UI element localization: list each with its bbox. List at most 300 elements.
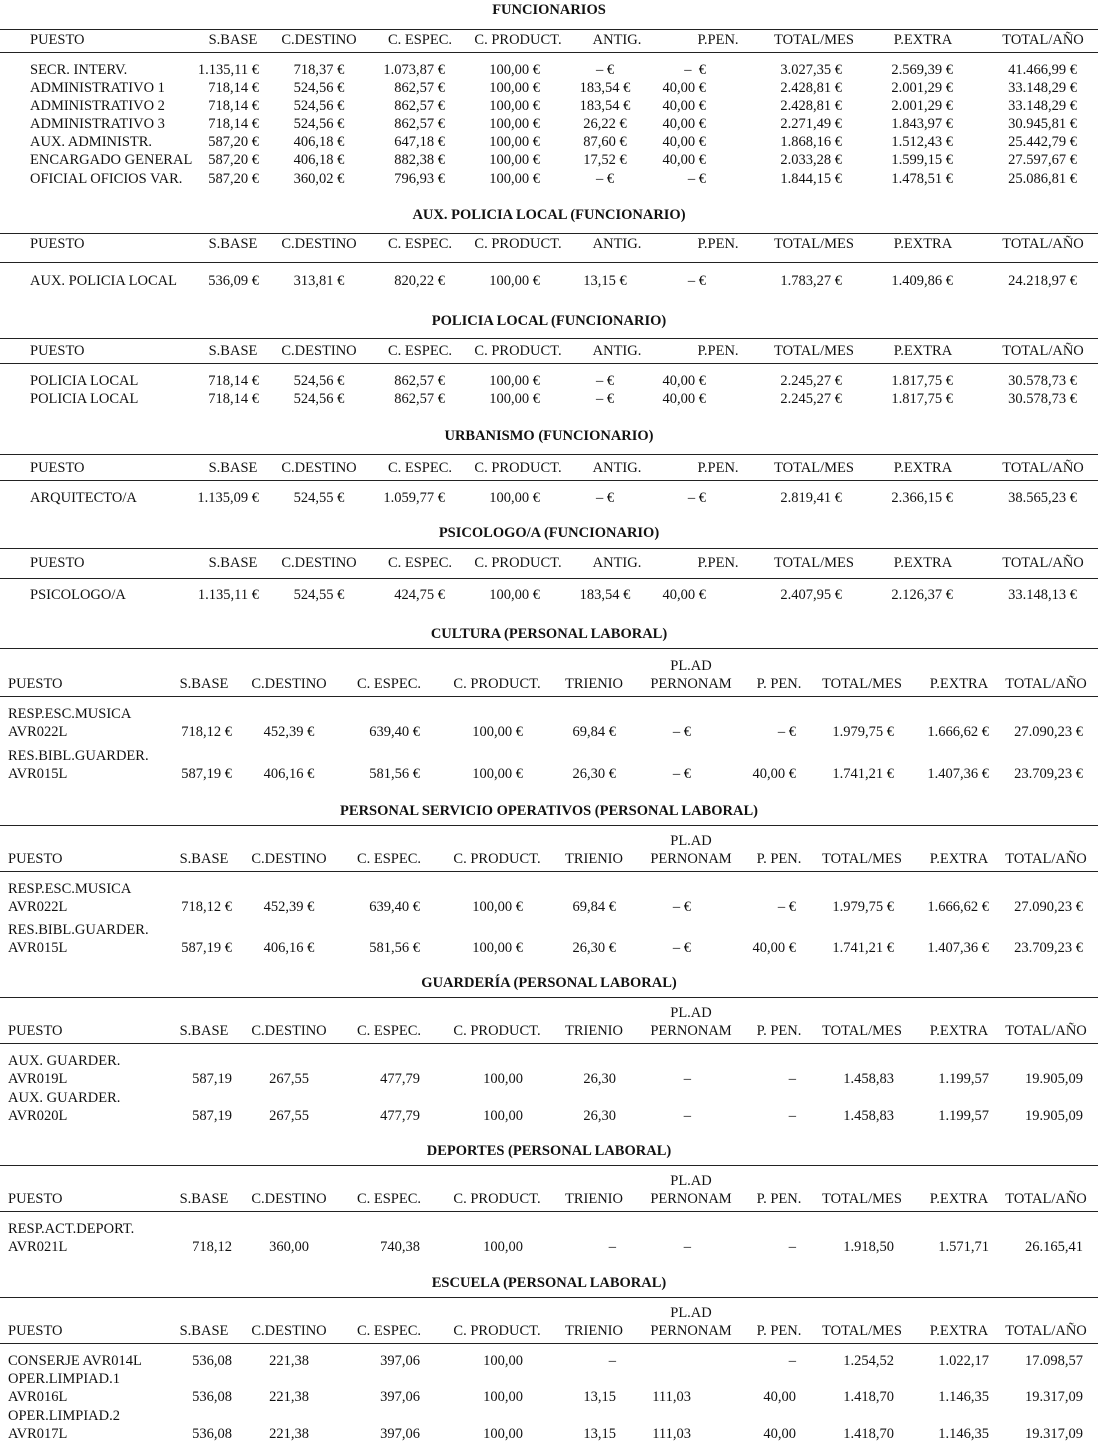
table-cell: 2.001,29 € [891, 80, 953, 96]
table-cell: 397,06 [380, 1389, 420, 1405]
table-cell: 100,00 € [489, 152, 540, 168]
column-header: P.EXTRA [929, 676, 989, 692]
column-header: C. ESPEC. [387, 32, 453, 48]
row-label: PSICOLOGO/A [30, 587, 126, 603]
row-label: ADMINISTRATIVO 2 [30, 98, 165, 114]
table-cell: 1.059,77 € [383, 490, 445, 506]
table-cell: – € [687, 273, 706, 289]
table-cell: 100,00 [483, 1239, 523, 1255]
column-header: TRIENIO [565, 1323, 623, 1339]
table-cell: 40,00 € [752, 940, 796, 956]
column-header: TOTAL/MES [774, 236, 854, 252]
table-cell: 1.741,21 € [832, 940, 894, 956]
row-label: SECR. INTERV. [30, 62, 128, 78]
column-header: TOTAL/MES [774, 32, 854, 48]
table-cell: 718,14 € [208, 98, 259, 114]
header-bottom-rule [0, 480, 1098, 481]
column-header: ANTIG. [592, 32, 642, 48]
column-header: TOTAL/MES [774, 343, 854, 359]
table-cell: 718,12 [192, 1239, 232, 1255]
table-cell: 1.478,51 € [891, 171, 953, 187]
table-cell: 820,22 € [394, 273, 445, 289]
column-header: TOTAL/MES [774, 460, 854, 476]
column-header: C. ESPEC. [387, 343, 453, 359]
table-cell: 524,55 € [293, 587, 345, 603]
column-header: C. PRODUCT. [474, 555, 562, 571]
table-cell: 100,00 € [489, 587, 540, 603]
section-title-urbanismo-funcionario: URBANISMO (FUNCIONARIO) [444, 428, 654, 444]
table-cell: 718,14 € [208, 391, 259, 407]
table-cell: – € [777, 724, 796, 740]
table-cell: 524,56 € [293, 80, 345, 96]
table-cell: 587,20 € [208, 152, 259, 168]
row-label: RES.BIBL.GUARDER. AVR015L [8, 748, 149, 782]
table-cell: 100,00 € [472, 766, 523, 782]
table-cell: 718,14 € [208, 373, 259, 389]
table-cell: – € [595, 490, 615, 506]
table-cell: 19.905,09 [1025, 1071, 1083, 1087]
table-cell: 1.135,09 € [197, 490, 259, 506]
column-header: P. PEN. [756, 1323, 802, 1339]
table-cell: 1.135,11 € [197, 587, 259, 603]
table-cell: – € [595, 391, 615, 407]
table-cell: 397,06 [380, 1353, 420, 1369]
table-cell: – € [595, 62, 615, 78]
table-cell: 87,60 € [583, 134, 627, 150]
column-header: C. PRODUCT. [453, 1023, 541, 1039]
column-header: PUESTO [8, 1191, 63, 1207]
row-label: CONSERJE AVR014L [8, 1353, 142, 1369]
table-cell: – € [777, 899, 796, 915]
column-header: PL.AD PERNONAM [650, 1173, 732, 1207]
row-label: OPER.LIMPIAD.1 AVR016L [8, 1371, 120, 1405]
column-header: P.PEN. [697, 236, 739, 252]
table-cell: 100,00 € [489, 391, 540, 407]
column-header: TOTAL/MES [774, 555, 854, 571]
column-header: TOTAL/AÑO [1002, 460, 1084, 476]
column-header: C.DESTINO [251, 1023, 327, 1039]
table-cell: 1.407,36 € [927, 766, 989, 782]
table-cell: 100,00 € [489, 490, 540, 506]
section-title-policia-local-funcionario: POLICIA LOCAL (FUNCIONARIO) [431, 313, 667, 329]
column-header: C. PRODUCT. [474, 32, 562, 48]
table-cell: 23.709,23 € [1014, 940, 1083, 956]
column-header: PL.AD PERNONAM [650, 658, 732, 692]
table-cell: – [608, 1353, 616, 1369]
table-cell: 1.199,57 [938, 1108, 989, 1124]
table-cell: 111,03 [652, 1426, 691, 1442]
header-bottom-rule [0, 1043, 1098, 1044]
table-cell: 1.741,21 € [832, 766, 894, 782]
table-cell: 100,00 € [489, 373, 540, 389]
table-cell: 69,84 € [572, 899, 616, 915]
table-cell: 24.218,97 € [1008, 273, 1077, 289]
table-cell: 718,14 € [208, 80, 259, 96]
column-header: TOTAL/AÑO [1005, 851, 1087, 867]
table-cell: 740,38 [380, 1239, 420, 1255]
table-cell: 27.597,67 € [1008, 152, 1077, 168]
column-header: S.BASE [208, 460, 258, 476]
table-cell: 2.819,41 € [780, 490, 842, 506]
table-cell: 406,18 € [293, 134, 345, 150]
table-cell: 3.027,35 € [780, 62, 842, 78]
table-cell: 267,55 [269, 1071, 309, 1087]
table-cell: 1.135,11 € [197, 62, 259, 78]
column-header: P.EXTRA [929, 851, 989, 867]
table-cell: 40,00 € [662, 80, 706, 96]
table-cell: 19.905,09 [1025, 1108, 1083, 1124]
table-cell: 2.001,29 € [891, 98, 953, 114]
table-cell: 38.565,23 € [1008, 490, 1077, 506]
table-cell: 1.571,71 [938, 1239, 989, 1255]
table-cell: 40,00 € [662, 134, 706, 150]
table-cell: 862,57 € [394, 98, 445, 114]
table-cell: 40,00 [763, 1426, 796, 1442]
table-cell: 40,00 € [662, 116, 706, 132]
table-cell: 536,08 [192, 1389, 232, 1405]
table-cell: 40,00 € [662, 391, 706, 407]
table-cell: 13,15 [583, 1426, 616, 1442]
row-label: ARQUITECTO/A [30, 490, 137, 506]
table-top-rule [0, 233, 1098, 234]
table-cell: 1.918,50 [843, 1239, 894, 1255]
column-header: S.BASE [179, 1023, 229, 1039]
table-cell: 30.578,73 € [1008, 391, 1077, 407]
table-cell: 27.090,23 € [1014, 724, 1083, 740]
column-header: C. PRODUCT. [474, 460, 562, 476]
table-cell: 1.817,75 € [891, 373, 953, 389]
column-header: P.PEN. [697, 343, 739, 359]
table-cell: 1.146,35 [938, 1389, 989, 1405]
table-cell: 33.148,29 € [1008, 98, 1077, 114]
row-label: RESP.ESC.MUSICA AVR022L [8, 881, 132, 915]
table-cell: 100,00 [483, 1389, 523, 1405]
table-cell: 524,56 € [293, 98, 345, 114]
table-cell: – € [672, 724, 691, 740]
table-cell: 40,00 [763, 1389, 796, 1405]
column-header: C.DESTINO [251, 676, 327, 692]
table-top-rule [0, 997, 1098, 998]
table-cell: 406,16 € [263, 766, 315, 782]
row-label: POLICIA LOCAL [30, 391, 139, 407]
column-header: PUESTO [30, 343, 85, 359]
table-cell: 406,18 € [293, 152, 345, 168]
table-cell: 1.817,75 € [891, 391, 953, 407]
table-cell: 1.022,17 [938, 1353, 989, 1369]
column-header: TOTAL/AÑO [1002, 343, 1084, 359]
column-header: S.BASE [208, 32, 258, 48]
section-title-personal-servicio-operativos-personal-laboral: PERSONAL SERVICIO OPERATIVOS (PERSONAL LABORAL) [340, 803, 758, 819]
table-cell: 100,00 € [489, 116, 540, 132]
table-cell: 17,52 € [583, 152, 627, 168]
table-cell: 27.090,23 € [1014, 899, 1083, 915]
table-cell: 100,00 € [489, 171, 540, 187]
table-cell: 2.569,39 € [891, 62, 953, 78]
column-header: C. PRODUCT. [453, 1191, 541, 1207]
table-cell: 862,57 € [394, 116, 445, 132]
table-cell: 587,19 [192, 1071, 232, 1087]
header-bottom-rule [0, 1211, 1098, 1212]
table-cell: 313,81 € [293, 273, 345, 289]
column-header: PL.AD PERNONAM [650, 1305, 732, 1339]
table-cell: 397,06 [380, 1426, 420, 1442]
column-header: PUESTO [8, 1023, 63, 1039]
table-cell: 41.466,99 € [1008, 62, 1077, 78]
table-cell: 1.666,62 € [927, 724, 989, 740]
row-label: RESP.ACT.DEPORT. AVR021L [8, 1221, 135, 1255]
table-top-rule [0, 29, 1098, 30]
table-cell: 718,14 € [208, 116, 259, 132]
table-cell: 1.979,75 € [832, 724, 894, 740]
column-header: TOTAL/AÑO [1002, 32, 1084, 48]
table-cell: 40,00 € [752, 766, 796, 782]
row-label: AUX. GUARDER. AVR020L [8, 1090, 121, 1124]
column-header: PUESTO [30, 236, 85, 252]
table-cell: 587,20 € [208, 171, 259, 187]
column-header: C. ESPEC. [356, 1323, 422, 1339]
table-cell: 2.033,28 € [780, 152, 842, 168]
column-header: P.EXTRA [929, 1323, 989, 1339]
row-label: OFICIAL OFICIOS VAR. [30, 171, 183, 187]
header-bottom-rule [0, 262, 1098, 263]
table-cell: – [788, 1353, 796, 1369]
column-header: PUESTO [30, 460, 85, 476]
column-header: P.EXTRA [929, 1023, 989, 1039]
column-header: P.EXTRA [893, 32, 953, 48]
table-cell: 100,00 € [472, 940, 523, 956]
table-cell: 183,54 € [579, 98, 631, 114]
column-header: TOTAL/MES [822, 676, 902, 692]
table-cell: 100,00 [483, 1426, 523, 1442]
table-cell: 183,54 € [579, 587, 631, 603]
column-header: TOTAL/MES [822, 851, 902, 867]
table-cell: – € [672, 940, 691, 956]
table-top-rule [0, 1297, 1098, 1298]
column-header: C. ESPEC. [356, 1023, 422, 1039]
table-cell: 40,00 € [662, 152, 706, 168]
table-cell: 587,19 [192, 1108, 232, 1124]
table-cell: 26,30 € [572, 940, 616, 956]
table-cell: 1.868,16 € [780, 134, 842, 150]
column-header: C. ESPEC. [356, 851, 422, 867]
column-header: P.EXTRA [893, 343, 953, 359]
table-top-rule [0, 338, 1098, 339]
table-cell: 2.428,81 € [780, 98, 842, 114]
column-header: TOTAL/AÑO [1005, 1323, 1087, 1339]
table-cell: 100,00 [483, 1353, 523, 1369]
table-cell: 1.843,97 € [891, 116, 953, 132]
table-cell: – € [595, 171, 615, 187]
table-cell: – € [672, 766, 691, 782]
table-cell: 100,00 € [472, 724, 523, 740]
table-cell: 69,84 € [572, 724, 616, 740]
table-cell: 1.458,83 [843, 1071, 894, 1087]
table-top-rule [0, 454, 1098, 455]
table-cell: 452,39 € [263, 899, 315, 915]
column-header: C.DESTINO [281, 555, 357, 571]
table-cell: 100,00 € [489, 273, 540, 289]
table-top-rule [0, 1165, 1098, 1166]
table-cell: 19.317,09 [1025, 1426, 1083, 1442]
table-cell: 26,30 [583, 1108, 616, 1124]
table-cell: 424,75 € [394, 587, 445, 603]
table-cell: – [788, 1108, 796, 1124]
column-header: C.DESTINO [281, 460, 357, 476]
column-header: C.DESTINO [281, 236, 357, 252]
column-header: C. ESPEC. [356, 676, 422, 692]
column-header: ANTIG. [592, 555, 642, 571]
table-cell: – [608, 1239, 616, 1255]
column-header: TRIENIO [565, 1023, 623, 1039]
column-header: ANTIG. [592, 236, 642, 252]
column-header: C. PRODUCT. [474, 343, 562, 359]
row-label: RESP.ESC.MUSICA AVR022L [8, 706, 132, 740]
table-cell: – [683, 1071, 691, 1087]
table-cell: – € [687, 490, 706, 506]
table-cell: – [683, 1108, 691, 1124]
column-header: P.PEN. [697, 460, 739, 476]
table-cell: 587,20 € [208, 134, 259, 150]
section-title-cultura-personal-laboral: CULTURA (PERSONAL LABORAL) [430, 626, 668, 642]
table-cell: 524,56 € [293, 116, 345, 132]
column-header: TRIENIO [565, 1191, 623, 1207]
section-title-aux-policia-local-funcionario: AUX. POLICIA LOCAL (FUNCIONARIO) [412, 207, 686, 223]
table-cell: 524,56 € [293, 373, 345, 389]
column-header: PUESTO [8, 851, 63, 867]
table-cell: 2.271,49 € [780, 116, 842, 132]
column-header: P.EXTRA [893, 555, 953, 571]
table-cell: 882,38 € [394, 152, 445, 168]
table-cell: 40,00 € [662, 373, 706, 389]
table-cell: 718,37 € [293, 62, 345, 78]
column-header: P. PEN. [756, 1023, 802, 1039]
table-cell: 718,12 € [181, 899, 232, 915]
table-cell: 30.945,81 € [1008, 116, 1077, 132]
table-cell: 1.254,52 [843, 1353, 894, 1369]
header-bottom-rule [0, 52, 1098, 53]
table-cell: 862,57 € [394, 373, 445, 389]
column-header: C. ESPEC. [387, 460, 453, 476]
table-cell: 2.245,27 € [780, 373, 842, 389]
row-label: RES.BIBL.GUARDER. AVR015L [8, 922, 149, 956]
column-header: P.EXTRA [929, 1191, 989, 1207]
table-cell: – € [595, 373, 615, 389]
table-cell: 33.148,13 € [1008, 587, 1077, 603]
table-cell: 13,15 [583, 1389, 616, 1405]
table-top-rule [0, 825, 1098, 826]
column-header: TRIENIO [565, 851, 623, 867]
section-title-psicologo-a-funcionario: PSICOLOGO/A (FUNCIONARIO) [438, 525, 660, 541]
column-header: C.DESTINO [281, 343, 357, 359]
column-header: C. PRODUCT. [474, 236, 562, 252]
row-label: ADMINISTRATIVO 3 [30, 116, 165, 132]
table-cell: 587,19 € [181, 766, 232, 782]
table-cell: 183,54 € [579, 80, 631, 96]
row-label: AUX. ADMINISTR. [30, 134, 153, 150]
column-header: S.BASE [208, 555, 258, 571]
column-header: S.BASE [208, 343, 258, 359]
column-header: C. PRODUCT. [453, 1323, 541, 1339]
table-cell: 639,40 € [369, 724, 420, 740]
table-cell: 477,79 [380, 1108, 420, 1124]
column-header: PL.AD PERNONAM [650, 1005, 732, 1039]
table-cell: 452,39 € [263, 724, 315, 740]
row-label: ADMINISTRATIVO 1 [30, 80, 165, 96]
table-top-rule [0, 648, 1098, 649]
column-header: P.PEN. [697, 32, 739, 48]
table-cell: 2.245,27 € [780, 391, 842, 407]
table-cell: 718,12 € [181, 724, 232, 740]
table-cell: 1.407,36 € [927, 940, 989, 956]
column-header: P.PEN. [697, 555, 739, 571]
table-cell: – € [687, 171, 706, 187]
table-cell: 536,08 [192, 1426, 232, 1442]
header-bottom-rule [0, 578, 1098, 579]
table-cell: 17.098,57 [1025, 1353, 1083, 1369]
column-header: C. PRODUCT. [453, 676, 541, 692]
table-cell: 221,38 [269, 1389, 309, 1405]
table-cell: 862,57 € [394, 80, 445, 96]
table-cell: 639,40 € [369, 899, 420, 915]
table-cell: 100,00 € [489, 98, 540, 114]
row-label: POLICIA LOCAL [30, 373, 139, 389]
column-header: TOTAL/AÑO [1002, 236, 1084, 252]
row-label: AUX. POLICIA LOCAL [30, 273, 178, 289]
table-cell: 26,30 [583, 1071, 616, 1087]
header-bottom-rule [0, 871, 1098, 872]
column-header: S.BASE [179, 1191, 229, 1207]
row-label: OPER.LIMPIAD.2 AVR017L [8, 1408, 120, 1442]
table-cell: 1.666,62 € [927, 899, 989, 915]
column-header: S.BASE [179, 1323, 229, 1339]
column-header: S.BASE [179, 676, 229, 692]
table-cell: 13,15 € [583, 273, 627, 289]
column-header: PUESTO [8, 676, 63, 692]
table-cell: 2.407,95 € [780, 587, 842, 603]
column-header: P. PEN. [756, 851, 802, 867]
table-cell: 796,93 € [394, 171, 445, 187]
header-bottom-rule [0, 696, 1098, 697]
table-cell: 221,38 [269, 1426, 309, 1442]
column-header: PUESTO [8, 1323, 63, 1339]
table-cell: – [683, 1239, 691, 1255]
table-cell: 40,00 € [662, 587, 706, 603]
table-cell: 100,00 € [472, 899, 523, 915]
table-cell: 25.086,81 € [1008, 171, 1077, 187]
table-cell: 111,03 [652, 1389, 691, 1405]
table-cell: 267,55 [269, 1108, 309, 1124]
table-cell: 100,00 [483, 1071, 523, 1087]
table-cell: 100,00 € [489, 134, 540, 150]
column-header: TOTAL/AÑO [1005, 676, 1087, 692]
column-header: C. ESPEC. [356, 1191, 422, 1207]
column-header: C.DESTINO [251, 851, 327, 867]
table-cell: 1.512,43 € [891, 134, 953, 150]
table-cell: – [788, 1071, 796, 1087]
table-cell: 1.418,70 [843, 1426, 894, 1442]
table-cell: – € [672, 899, 691, 915]
column-header: P.EXTRA [893, 236, 953, 252]
table-cell: 2.428,81 € [780, 80, 842, 96]
table-cell: 536,09 € [208, 273, 259, 289]
column-header: PUESTO [30, 555, 85, 571]
table-cell: 26,30 € [572, 766, 616, 782]
table-cell: 477,79 [380, 1071, 420, 1087]
table-cell: 536,08 [192, 1353, 232, 1369]
table-cell: 33.148,29 € [1008, 80, 1077, 96]
column-header: ANTIG. [592, 343, 642, 359]
column-header: S.BASE [208, 236, 258, 252]
